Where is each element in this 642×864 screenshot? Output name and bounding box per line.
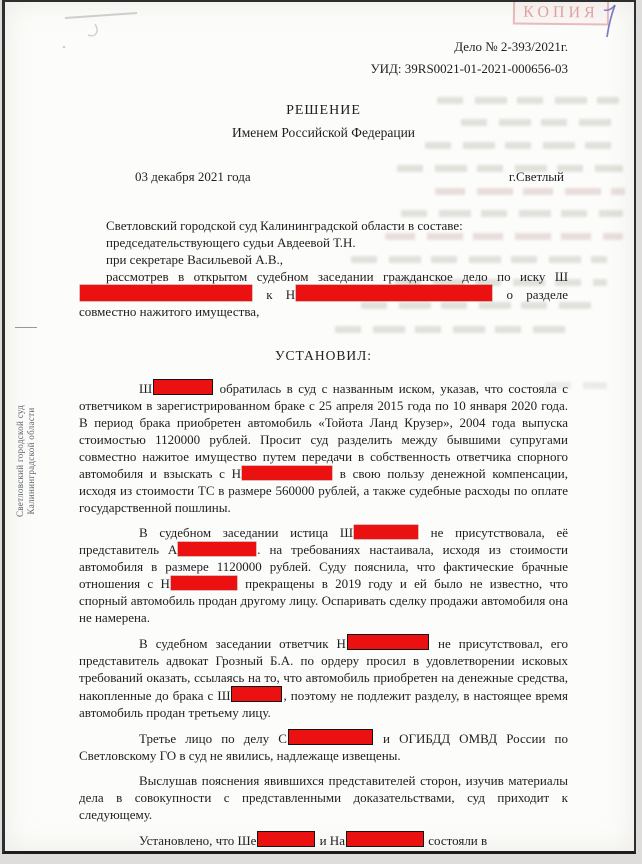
header-right — [79, 36, 568, 80]
paragraph: В судебном заседании ответчик Н не присутствовал, его представитель адвокат Грозный Б.А. по ордеру просил в удовлетворении исковых требований оказать, ссылаясь на то, что автомобиль приобретен на денежные средства, накопленные до брака с Ш , поэтому не подлежит разделу, в настоящее время автомобиль продан третьему лицу. — [79, 636, 569, 720]
redaction-box — [257, 831, 315, 847]
case-number: Дело № 2-393/2021г. — [454, 39, 568, 54]
redaction-box — [242, 466, 332, 480]
copy-stamp: КОПИЯ — [513, 0, 609, 26]
paragraph: Выслушав пояснения явившихся представителей сторон, изучив материалы дела в совокупности с представленными доказательствами, суд приходит к следующему. — [79, 773, 568, 822]
paragraph: рассмотрев в открытом судебном заседании гражданское дело по иску Ш к Н о разделе совместно нажитого имущества, — [79, 269, 568, 319]
paragraph: В судебном заседании истица Ш не присутствовала, её представитель А . на требованиях настаивала, исходя из стоимости автомобиля в размере 1120000 рублей. Суду пояснила, что фактические брачные отношения с Н прекращены в 2019 году и ей было не известно, что спорный автомобиль продан другому лицу. Оспаривать сделку продажи автомобиля она не намерена. — [79, 525, 569, 625]
redaction-box — [347, 634, 429, 650]
document-content — [79, 2, 568, 854]
paragraph: Установлено, что Ше и На состояли в — [139, 833, 488, 848]
redaction-box — [153, 379, 213, 395]
document-subtitle: Именем Российской Федерации — [231, 125, 416, 140]
handwritten-page-number-icon — [591, 2, 625, 42]
document-title: РЕШЕНИЕ — [286, 103, 361, 118]
paragraph: председательствующего судьи Авдеевой Т.Н. — [106, 235, 356, 250]
page — [2, 0, 636, 854]
date-row — [79, 168, 568, 185]
paragraph: Третье лицо по делу С и ОГИБДД ОМВД России по Светловскому ГО в суд не явились, надлежаще извещены. — [79, 731, 568, 763]
decision-date: 03 декабря 2021 года — [135, 169, 251, 184]
redaction-box — [296, 285, 492, 301]
paragraph: при секретаре Васильевой А.В., — [106, 252, 283, 267]
court-edge-stamp — [15, 327, 37, 582]
case-uid: УИД: 39RS0021-01-2021-000656-03 — [370, 61, 568, 76]
paragraph: Светловский городской суд Калининградской области в составе: — [106, 218, 463, 233]
redaction-box — [178, 542, 256, 556]
redaction-box — [80, 285, 252, 301]
court-edge-stamp-line2: Калининградской области — [26, 407, 36, 515]
document-body — [79, 217, 568, 849]
redaction-box — [354, 525, 418, 539]
section-heading: УСТАНОВИЛ: — [274, 348, 373, 363]
decision-city: г.Светлый — [508, 169, 564, 184]
redaction-box — [171, 576, 237, 590]
paragraph: Ш обратилась в суд с названным иском, указав, что состояла с ответчиком в зарегистрированном браке с 25 апреля 2015 года по 10 января 2020 года. В период брака приобретен автомобиль «Тойота Ланд Крузер», 2004 года выпуска стоимостью 1120000 рублей. Просит суд разделить между бывшими супругами совместно нажитое имущество путем передачи в собственность ответчика спорного автомобиля и взыскать с Н в свою пользу денежной компенсации, исходя из стоимости ТС в размере 560000 рублей, а также судебные расходы по оплате государственной пошлины. — [79, 381, 568, 515]
redaction-box — [288, 729, 373, 745]
redaction-box — [231, 686, 282, 702]
court-edge-stamp-line1: Светловский городской суд — [15, 405, 25, 517]
redaction-box — [346, 831, 424, 847]
